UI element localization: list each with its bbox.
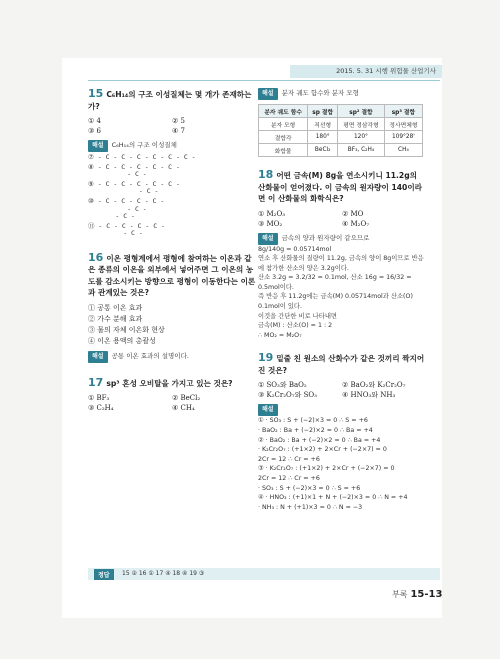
table-header: sp² 결합 — [338, 105, 385, 118]
table-header: 분자 궤도 함수 — [259, 105, 308, 118]
question-18 — [258, 169, 426, 340]
page-label: 부록 — [392, 590, 408, 599]
question-18-options — [258, 209, 426, 229]
explanation-15: 해설 C₆H₁₄의 구조 이성질체 — [88, 140, 256, 152]
explanation-tag: 해설 — [88, 140, 108, 152]
header-divider — [88, 80, 440, 81]
explanation-18: 해설 금속의 양과 원자량이 같으므로 — [258, 233, 426, 245]
question-number: 17 — [88, 375, 104, 389]
table-row: 결합각 180° 120° 109°28' — [259, 131, 423, 144]
question-number: 19 — [258, 351, 274, 365]
page-number: 부록 15-13 — [392, 589, 443, 600]
question-16 — [88, 252, 256, 363]
option[interactable]: ④ 이온 용액의 총괄성 — [88, 336, 156, 345]
option[interactable]: ③ 6 — [88, 127, 101, 135]
question-19-options — [258, 380, 426, 400]
right-column — [258, 88, 426, 512]
explanation-tag: 해설 — [258, 404, 278, 416]
isomer-structure: ⑪ - C - C - C - C - - C - — [88, 221, 165, 238]
option[interactable]: ③ K₂Cr₂O₇와 SO₃ — [258, 391, 317, 400]
solution-line: ② · BaO₂ : Ba + (−2)×2 = 0 ∴ Ba = +4 — [258, 436, 381, 444]
question-19 — [258, 352, 426, 512]
solution-line: ③ · K₂Cr₂O₇ : (+1×2) + 2×Cr + (−2×7) = 0 — [258, 465, 395, 473]
option[interactable]: ③ C₂H₄ — [88, 404, 114, 413]
isomer-structure: ⑦ - C - C - C - C - C - C - — [88, 153, 196, 161]
table-header: sp³ 결합 — [384, 105, 422, 118]
orbital-table — [258, 104, 423, 157]
orbital-explanation: 해설 분자 궤도 함수와 분자 모형 분자 궤도 함수 sp 결합 sp² 결합 sp³ 결합 분자 모형 직선형 평면 정삼각형 정사면체형 결합각 180° 120° 109°28' 화합물 BeCl₂ BF₃, C₂H₄ CH₄ — [258, 88, 426, 157]
solution-line: 즉 반응 후 11.2g에는 금속(M) 0.05714mol과 산소(O) 0.1mol이 있다. — [258, 293, 413, 311]
option[interactable]: ① SO₃와 BaO₂ — [258, 381, 307, 390]
solution-line: 연소 후 산화물의 질량이 11.2g, 금속의 양이 8g이므로 반응에 참가한 산소의 양은 3.2g이다. — [258, 255, 424, 272]
question-18-text: 18 어떤 금속(M) 8g을 연소시키니 11.2g의 산화물이 얻어졌다. 이 금속의 원자량이 140이라면 이 산화물의 화학식은? — [258, 168, 422, 203]
answer-tag: 정답 — [94, 569, 114, 580]
solution-line: 이것을 간단한 비로 나타내면 — [258, 312, 337, 320]
solution-line: 2Cr = 12 ∴ Cr = +6 — [258, 475, 320, 482]
explanation-19 — [258, 404, 426, 416]
option[interactable]: ① M₂O₃ — [258, 209, 286, 218]
solution-line: ∴ MO₂ = M₂O₇ — [258, 331, 302, 339]
question-17-text: 17 sp³ 혼성 오비탈을 가지고 있는 것은? — [88, 375, 233, 389]
option[interactable]: ① BF₃ — [88, 394, 110, 403]
question-15 — [88, 88, 256, 238]
solution-line: · NH₃ : N + (+1)×3 = 0 ∴ N = −3 — [258, 503, 363, 511]
solution-line: 8g/140g = 0.05714mol — [258, 245, 332, 253]
solution-line: · BaO₂ : Ba + (−2)×2 = 0 ∴ Ba = +4 — [258, 427, 373, 435]
question-number: 18 — [258, 168, 274, 181]
option[interactable]: ② BaO₂와 K₂Cr₂O₇ — [342, 381, 406, 390]
solution-line: 2Cr = 12 ∴ Cr = +6 — [258, 455, 320, 463]
question-16-options — [88, 303, 256, 347]
question-19-text: 19 밑줄 친 원소의 산화수가 같은 것끼리 짝지어진 것은? — [258, 351, 425, 375]
question-15-options — [88, 116, 256, 136]
left-column — [88, 88, 256, 413]
option[interactable]: ④ 7 — [172, 127, 185, 135]
explanation-16: 해설 공통 이온 효과의 설명이다. — [88, 351, 256, 363]
option[interactable]: ② 5 — [172, 117, 185, 125]
solution-line: · K₂Cr₂O₇ : (+1×2) + 2×Cr + (−2×7) = 0 — [258, 446, 387, 454]
option[interactable]: ② BeCl₂ — [172, 394, 201, 403]
isomer-structure: ⑩ - C - C - C - C - - C - - C - — [88, 196, 165, 221]
explanation-tag: 해설 — [88, 351, 108, 363]
solution-line: 금속(M) : 산소(O) = 1 : 2 — [258, 322, 333, 330]
solution-line: · SO₃ : S + (−2)×3 = 0 ∴ S = +6 — [258, 484, 361, 492]
isomer-structure: ⑨ - C - C - C - C - C - - C - — [88, 179, 180, 196]
solution-line: ④ · HNO₃ : (+1)×1 + N + (−2)×3 = 0 ∴ N = +4 — [258, 494, 408, 502]
solution-line: 산소 3.2g = 3.2/32 = 0.1mol, 산소 16g = 16/32 = 0.5mol이다. — [258, 274, 412, 291]
option[interactable]: ④ M₂O₇ — [342, 219, 370, 228]
isomer-structure: ⑧ - C - C - C - C - C - - C - — [88, 162, 180, 179]
table-row: 분자 모형 직선형 평면 정삼각형 정사면체형 — [259, 118, 423, 131]
question-17 — [88, 377, 256, 414]
option[interactable]: ③ MO₂ — [258, 219, 283, 228]
option[interactable]: ② 가수 분해 효과 — [88, 314, 143, 323]
explanation-tag: 해설 — [258, 88, 278, 100]
option[interactable]: ④ CH₄ — [172, 404, 195, 413]
solution-line: ① · SO₃ : S + (−2)×3 = 0 ∴ S = +6 — [258, 417, 368, 425]
answer-key: 15 ② 16 ① 17 ④ 18 ④ 19 ③ — [122, 570, 205, 577]
option[interactable]: ① 공통 이온 효과 — [88, 303, 143, 312]
table-header: sp 결합 — [308, 105, 338, 118]
option[interactable]: ② MO — [342, 209, 364, 218]
option[interactable]: ③ 물의 자체 이온화 현상 — [88, 325, 165, 334]
question-number: 15 — [88, 87, 104, 100]
question-17-options — [88, 393, 256, 413]
option[interactable]: ① 4 — [88, 117, 101, 125]
question-number: 16 — [88, 250, 104, 264]
question-16-text: 16 이온 평형계에서 평형에 참여하는 이온과 같은 종류의 이온을 외부에서 넣어주면 그 이온의 농도를 감소시키는 방향으로 평형이 이동한다는 이론과 관계있는 것은? — [88, 250, 256, 298]
table-row: 화합물 BeCl₂ BF₃, C₂H₄ CH₄ — [259, 144, 423, 157]
explanation-tag: 해설 — [258, 233, 278, 245]
question-15-text: 15 C₆H₁₄의 구조 이성질체는 몇 개가 존재하는가? — [88, 87, 252, 111]
option[interactable]: ④ HNO₃와 NH₃ — [342, 391, 396, 400]
exam-header: 2015. 5. 31 시행 위험물 산업기사 — [290, 65, 442, 78]
